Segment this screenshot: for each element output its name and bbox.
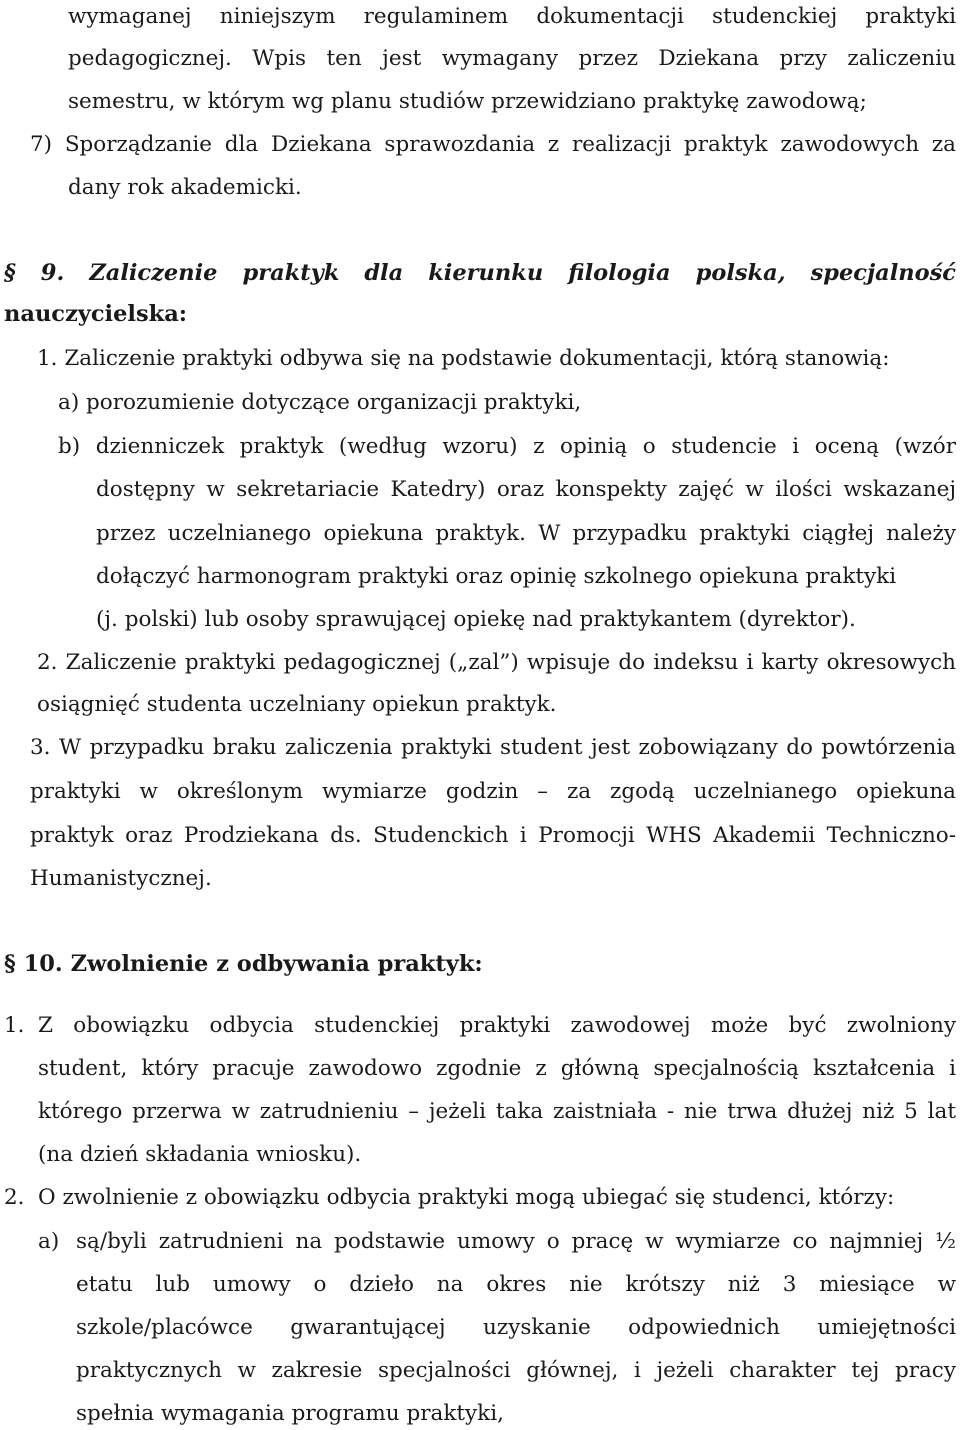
section-9-point-1a: a) porozumienie dotyczące organizacji praktyki, [58,390,582,415]
section-9-point-1: 1. Zaliczenie praktyki odbywa się na podstawie dokumentacji, którą stanowią: [37,346,890,371]
section-9-point-1b-line-1: b) dzienniczek praktyk (według wzoru) z opinią o studencie i oceną (wzór [58,434,956,459]
section-10-point-2a-line-5: spełnia wymagania programu praktyki, [76,1401,504,1426]
section-10-heading: § 10. Zwolnienie z odbywania praktyk: [4,951,483,977]
intro-line-2: pedagogicznej. Wpis ten jest wymagany przez Dziekana przy zaliczeniu [68,46,956,71]
section-9-point-3-line-1: 3. W przypadku braku zaliczenia praktyki student jest zobowiązany do powtórzenia [30,735,956,760]
section-10-point-1-line-1: Z obowiązku odbycia studenckiej praktyki zawodowej może być zwolniony [38,1013,956,1038]
section-9-point-3-line-2: praktyki w określonym wymiarze godzin – za zgodą uczelnianego opiekuna [30,779,956,804]
section-10-point-1-line-3: którego przerwa w zatrudnieniu – jeżeli taka zaistniała - nie trwa dłużej niż 5 lat [38,1099,956,1124]
item-7-line-2: dany rok akademicki. [68,175,302,200]
section-9-point-1b-line-4: dołączyć harmonogram praktyki oraz opinię szkolnego opiekuna praktyki [96,564,897,589]
section-10-point-2-number: 2. [4,1185,25,1210]
section-9-point-1b-line-3: przez uczelnianego opiekuna praktyk. W przypadku praktyki ciągłej należy [96,521,956,546]
section-10-point-2a-line-2: etatu lub umowy o dzieło na okres nie krótszy niż 3 miesiące w [76,1272,956,1297]
section-9-point-1b-line-2: dostępny w sekretariacie Katedry) oraz konspekty zajęć w ilości wskazanej [96,477,956,502]
section-9-point-3-line-3: praktyk oraz Prodziekana ds. Studenckich i Promocji WHS Akademii Techniczno- [30,823,956,848]
section-10-point-2a-line-1: są/byli zatrudnieni na podstawie umowy o pracę w wymiarze co najmniej ½ [76,1229,956,1254]
section-9-point-2-line-1: 2. Zaliczenie praktyki pedagogicznej („zal”) wpisuje do indeksu i karty okresowych [37,650,956,675]
section-9-heading-line-1: § 9. Zaliczenie praktyk dla kierunku filologia polska, specjalność [4,260,956,286]
section-9-point-3-line-4: Humanistycznej. [30,866,212,891]
section-10-point-1-line-4: (na dzień składania wniosku). [38,1142,362,1167]
section-9-heading-line-2: nauczycielska: [4,301,188,327]
section-9-point-1b-line-5: (j. polski) lub osoby sprawującej opiekę nad praktykantem (dyrektor). [96,607,856,632]
section-10-point-2a-line-4: praktycznych w zakresie specjalności głównej, i jeżeli charakter tej pracy [76,1358,956,1383]
intro-line-1: wymaganej niniejszym regulaminem dokumentacji studenckiej praktyki [68,4,956,29]
section-10-point-2a-line-3: szkole/placówce gwarantującej uzyskanie odpowiednich umiejętności [76,1315,956,1340]
section-10-point-2a-label: a) [38,1229,60,1254]
intro-line-3: semestru, w którym wg planu studiów przewidziano praktykę zawodową; [68,89,867,114]
section-9-point-2-line-2: osiągnięć studenta uczelniany opiekun praktyk. [37,692,557,717]
section-10-point-1-line-2: student, który pracuje zawodowo zgodnie z główną specjalnością kształcenia i [38,1056,956,1081]
section-10-point-2-line-1: O zwolnienie z obowiązku odbycia praktyki mogą ubiegać się studenci, którzy: [38,1185,895,1210]
item-7-line-1: 7) Sporządzanie dla Dziekana sprawozdania z realizacji praktyk zawodowych za [30,132,956,157]
section-10-point-1-number: 1. [4,1013,25,1038]
